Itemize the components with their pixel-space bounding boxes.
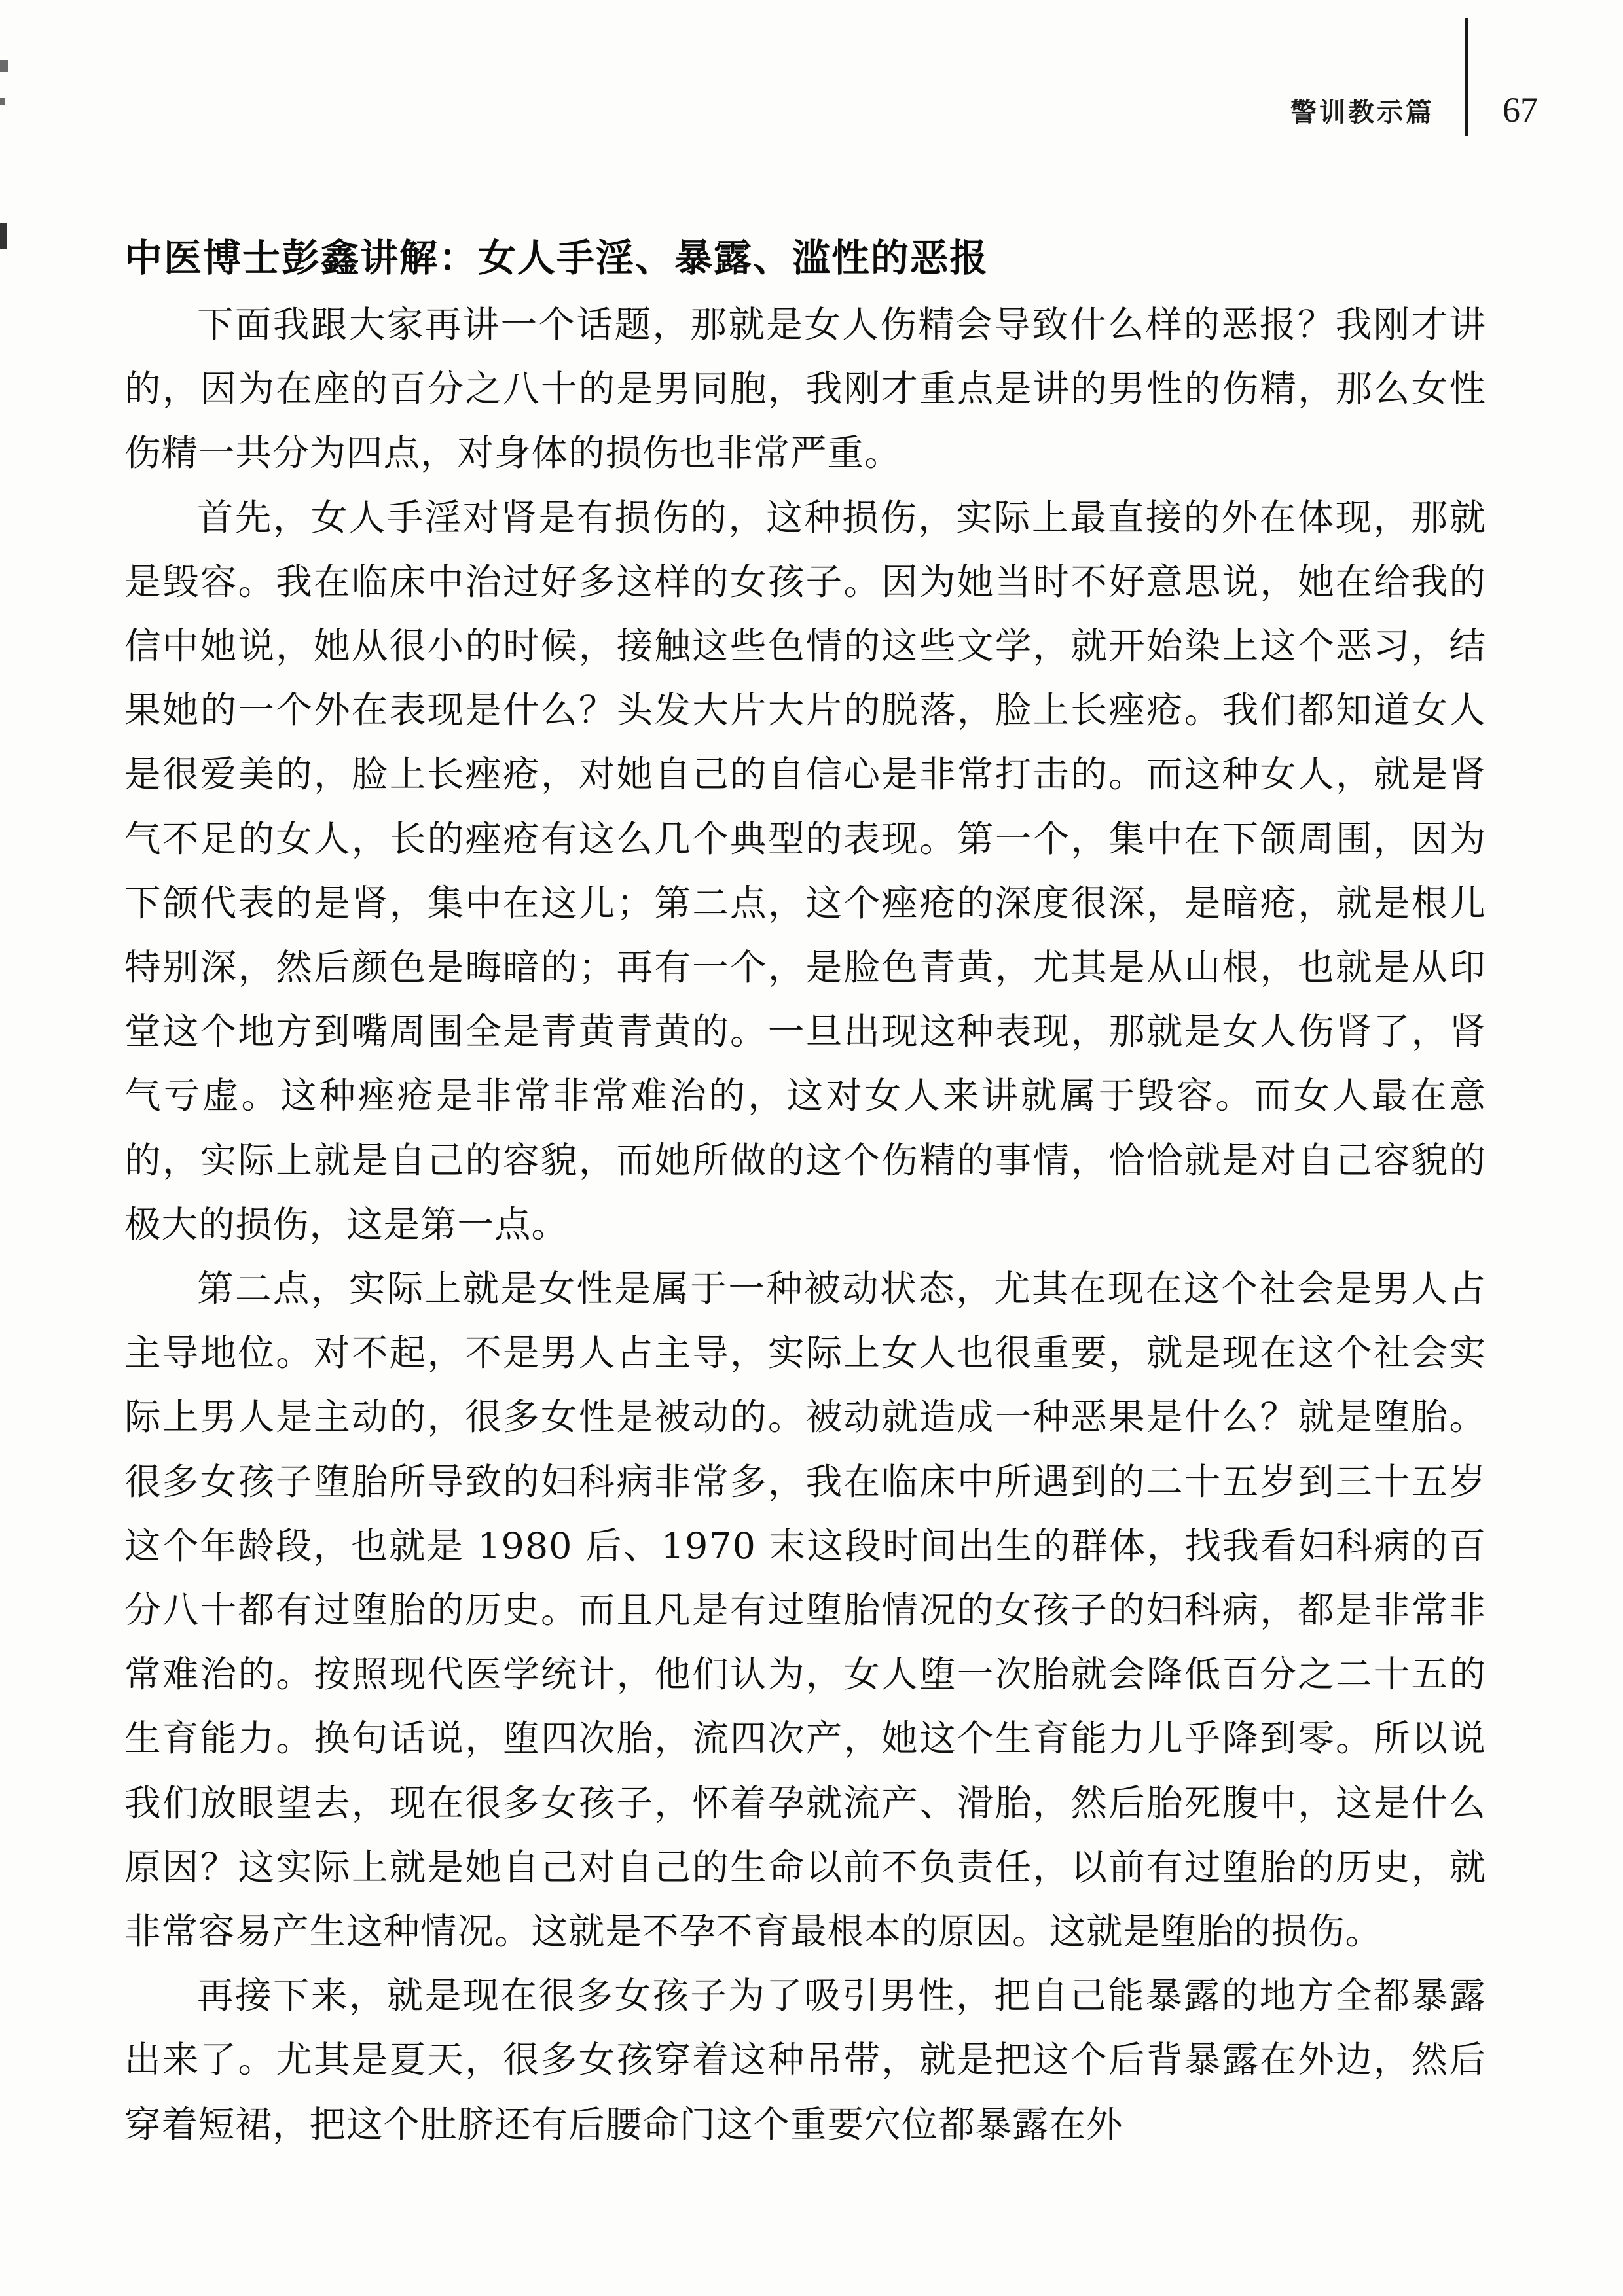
page-number: 67 — [1503, 90, 1538, 130]
article — [124, 228, 1486, 2157]
paragraph: 第二点，实际上就是女性是属于一种被动状态，尤其在现在这个社会是男人占主导地位。对不起，不是男人占主导，实际上女人也很重要，就是现在这个社会实际上男人是主动的，很多女性是被动的。被动就造成一种恶果是什么？就是堕胎。很多女孩子堕胎所导致的妇科病非常多，我在临床中所遇到的二十五岁到三十五岁这个年龄段，也就是 1980 后、1970 末这段时间出生的群体，找我看妇科病的百分八十都有过堕胎的历史。而且凡是有过堕胎情况的女孩子的妇科病，都是非常非常难治的。按照现代医学统计，他们认为，女人堕一次胎就会降低百分之二十五的生育能力。换句话说，堕四次胎，流四次产，她这个生育能力儿乎降到零。所以说我们放眼望去，现在很多女孩子，怀着孕就流产、滑胎，然后胎死腹中，这是什么原因？这实际上就是她自己对自己的生命以前不负责任，以前有过堕胎的历史，就非常容易产生这种情况。这就是不孕不育最根本的原因。这就是堕胎的损伤。 — [124, 1268, 1486, 1954]
running-header — [1290, 79, 1538, 141]
section-name: 警训教示篇 — [1290, 97, 1434, 128]
scan-edge-mark — [0, 98, 5, 105]
paragraph: 再接下来，就是现在很多女孩子为了吸引男性，把自己能暴露的地方全都暴露出来了。尤其是夏天，很多女孩穿着这种吊带，就是把这个后背暴露在外边，然后穿着短裙，把这个肚脐还有后腰命门这个重要穴位都暴露在外 — [124, 1975, 1486, 2146]
paragraph: 下面我跟大家再讲一个话题，那就是女人伤精会导致什么样的恶报？我刚才讲的，因为在座的百分之八十的是男同胞，我刚才重点是讲的男性的伤精，那么女性伤精一共分为四点，对身体的损伤也非常严重。 — [124, 304, 1486, 475]
scan-edge-mark — [0, 60, 8, 72]
scan-edge-mark — [0, 223, 7, 249]
paragraph: 首先，女人手淫对肾是有损伤的，这种损伤，实际上最直接的外在体现，那就是毁容。我在临床中治过好多这样的女孩子。因为她当时不好意思说，她在给我的信中她说，她从很小的时候，接触这些色情的这些文学，就开始染上这个恶习，结果她的一个外在表现是什么？头发大片大片的脱落，脸上长痤疮。我们都知道女人是很爱美的，脸上长痤疮，对她自己的自信心是非常打击的。而这种女人，就是肾气不足的女人，长的痤疮有这么几个典型的表现。第一个，集中在下颌周围，因为下颌代表的是肾，集中在这儿；第二点，这个痤疮的深度很深，是暗疮，就是根儿特别深，然后颜色是晦暗的；再有一个，是脸色青黄，尤其是从山根，也就是从印堂这个地方到嘴周围全是青黄青黄的。一旦出现这种表现，那就是女人伤肾了，肾气亏虚。这种痤疮是非常非常难治的，这对女人来讲就属于毁容。而女人最在意的，实际上就是自己的容貌，而她所做的这个伤精的事情，恰恰就是对自己容貌的极大的损伤，这是第一点。 — [124, 496, 1486, 1246]
article-title: 中医博士彭鑫讲解：女人手淫、暴露、滥性的恶报 — [124, 236, 989, 280]
article-body — [124, 293, 1486, 2157]
header-divider — [1465, 18, 1468, 136]
